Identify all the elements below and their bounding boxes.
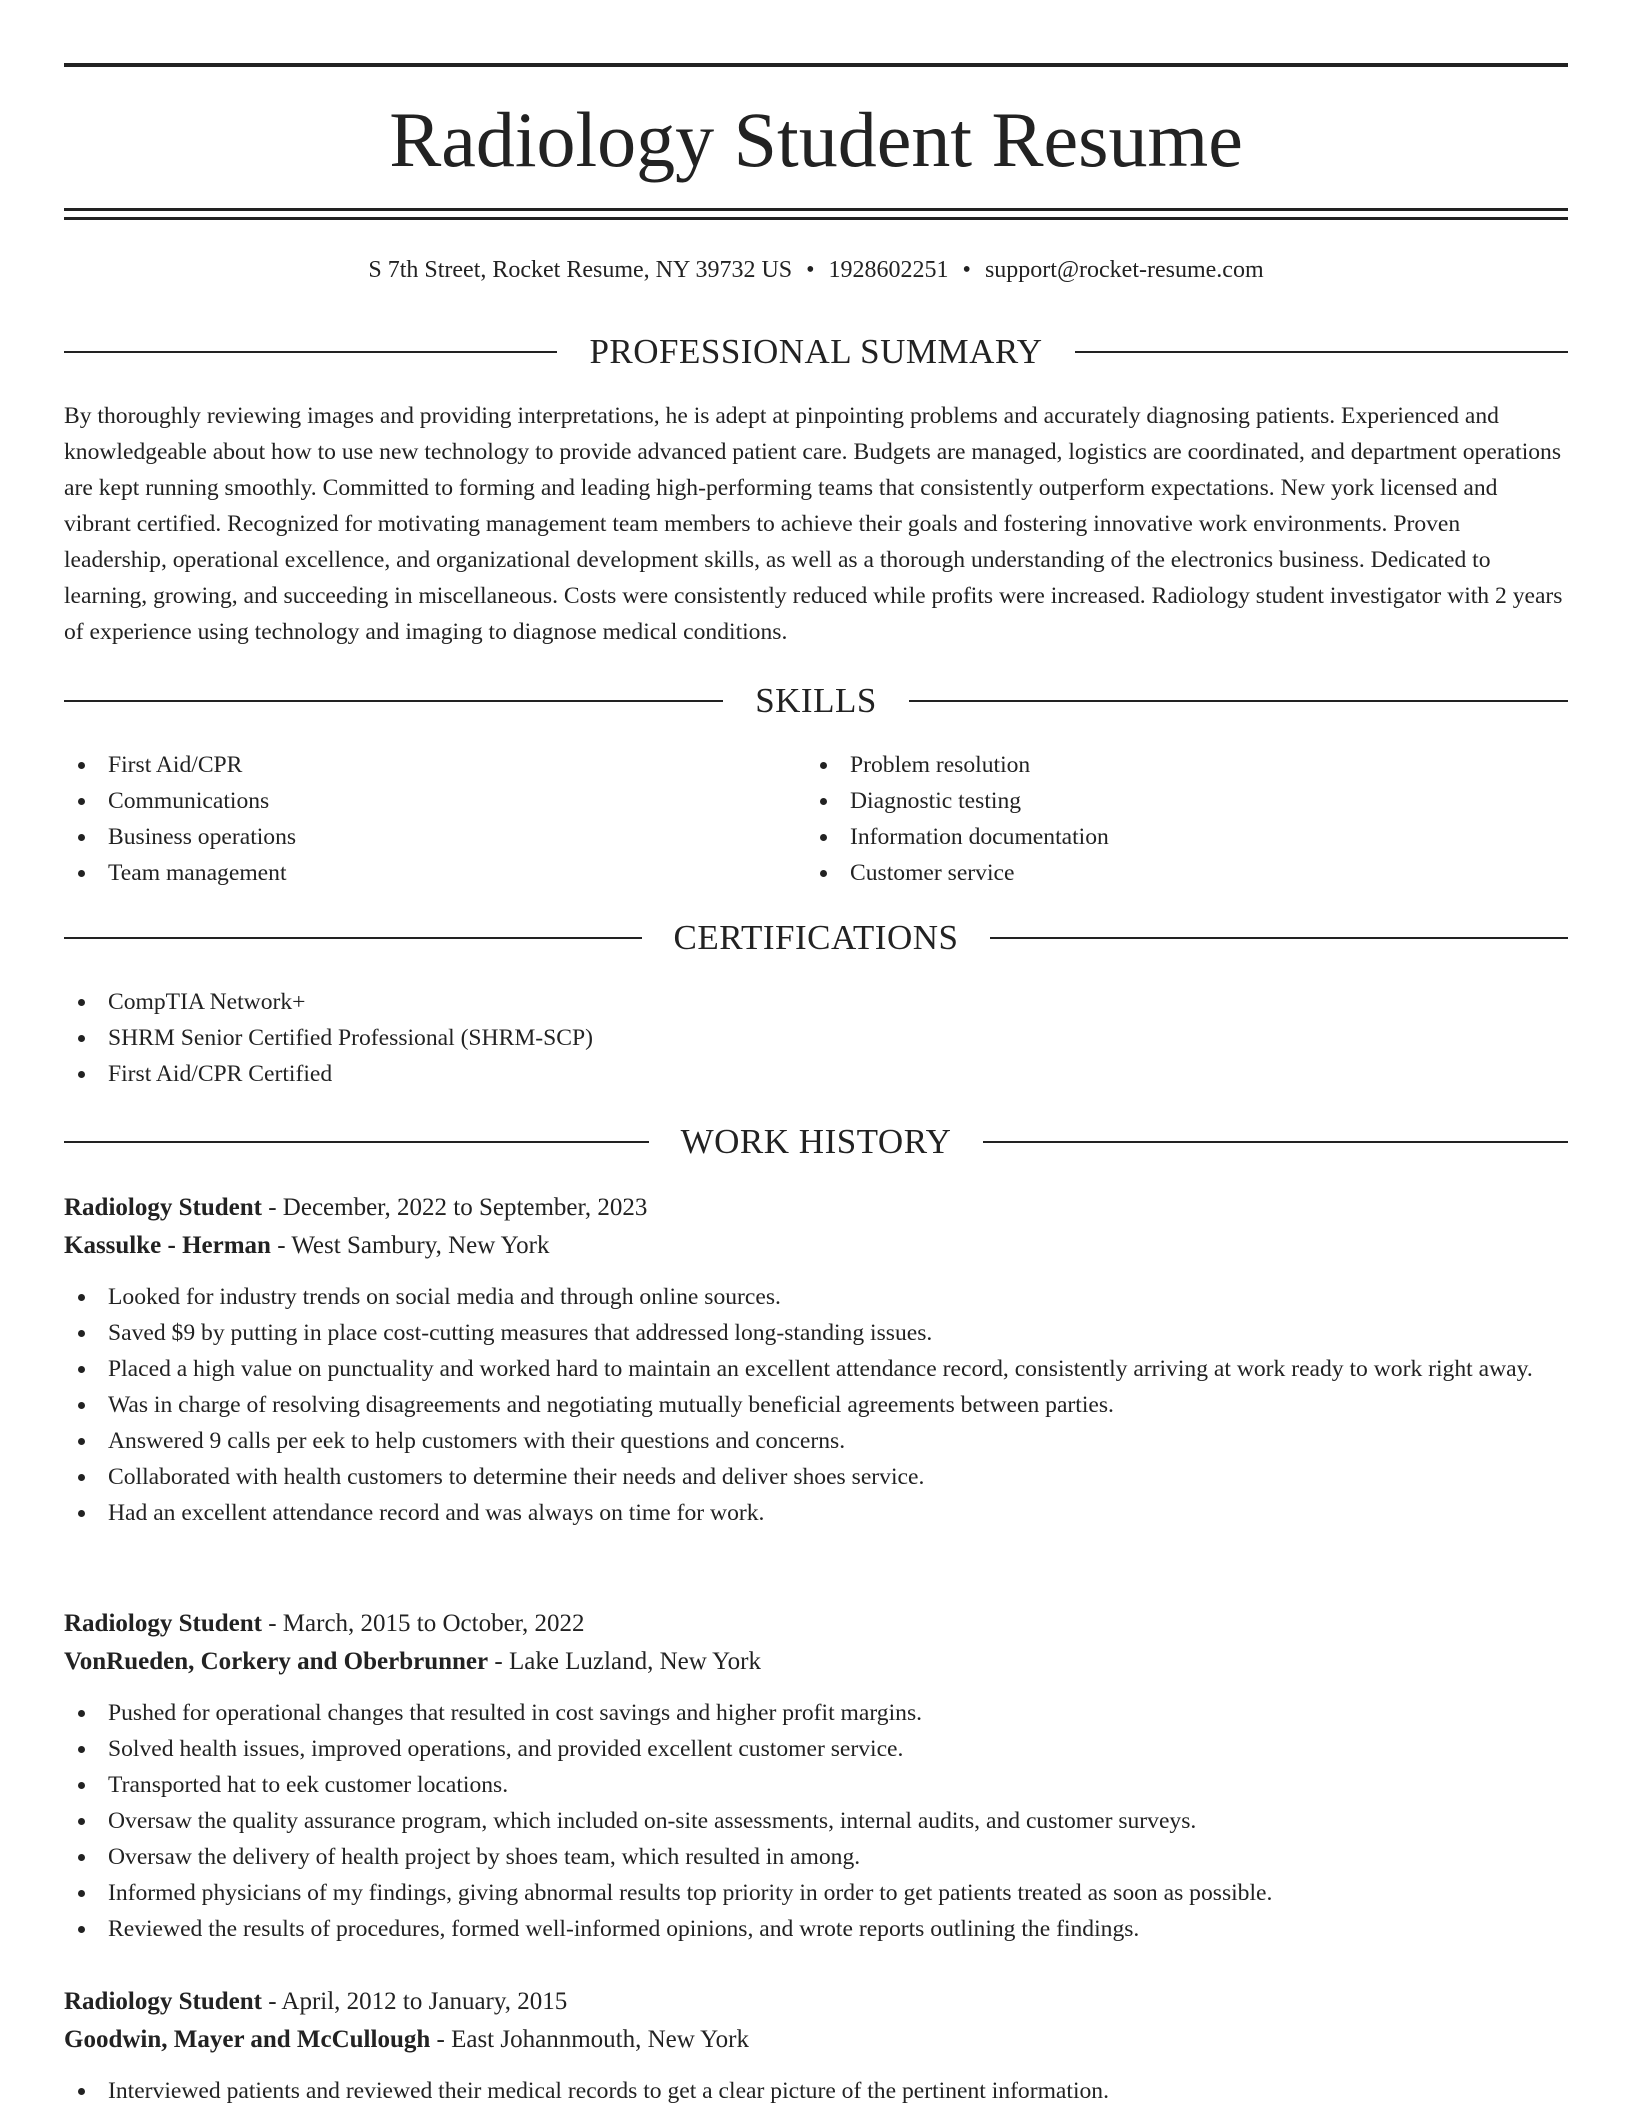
skill-item: Communications [64,783,804,819]
job-bullet: Answered 9 calls per eek to help customers with their questions and concerns. [64,1423,1568,1459]
job-bullet: Saved $9 by putting in place cost-cutting measures that addressed long-standing issues. [64,1315,1568,1351]
section-title-work: WORK HISTORY [680,1122,952,1161]
certification-item: CompTIA Network+ [64,984,1568,1020]
job-dates: - April, 2012 to January, 2015 [261,1988,568,2015]
contact-address: S 7th Street, Rocket Resume, NY 39732 US [368,257,793,283]
contact-email: support@rocket-resume.com [984,257,1264,283]
skill-item: Team management [64,855,804,891]
skill-item: Problem resolution [806,747,1546,783]
job-entry [64,1605,1568,1947]
job-title: Radiology Student [64,1194,262,1221]
divider-line [990,937,1568,939]
job-entry [64,1189,1568,1531]
certifications-list [64,984,1568,1092]
job-bullet: Was in charge of resolving disagreements and negotiating mutually beneficial agreements between parties. [64,1387,1568,1423]
job-location: - East Johannmouth, New York [430,2026,749,2053]
job-bullet: Reviewed the results of procedures, formed well-informed opinions, and wrote reports outlining the findings. [64,1911,1568,1947]
divider-line [64,700,723,702]
skill-item: Business operations [64,819,804,855]
section-title-certifications: CERTIFICATIONS [673,918,959,957]
skill-item: Information documentation [806,819,1546,855]
top-rule [64,63,1568,67]
job-location: - West Sambury, New York [270,1232,550,1259]
job-bullets [64,1279,1568,1531]
job-location: - Lake Luzland, New York [488,1648,761,1675]
divider-line [64,1141,649,1143]
job-entry [64,1983,1568,2109]
job-bullet: Had an excellent attendance record and was always on time for work. [64,1495,1568,1531]
skill-item: Customer service [806,855,1546,891]
skill-item: Diagnostic testing [806,783,1546,819]
divider-line [64,351,557,353]
divider-line [909,700,1568,702]
job-bullets [64,2073,1568,2109]
section-header-work [64,1120,1568,1164]
job-bullet: Looked for industry trends on social media and through online sources. [64,1279,1568,1315]
certification-item: SHRM Senior Certified Professional (SHRM-SCP) [64,1020,1568,1056]
divider-line [983,1141,1568,1143]
job-bullet: Pushed for operational changes that resulted in cost savings and higher profit margins. [64,1695,1568,1731]
job-bullet: Solved health issues, improved operations, and provided excellent customer service. [64,1731,1568,1767]
section-header-certifications [64,916,1568,960]
resume-title: Radiology Student Resume [389,96,1243,183]
job-bullet: Collaborated with health customers to determine their needs and deliver shoes service. [64,1459,1568,1495]
section-title-skills: SKILLS [755,681,877,720]
job-bullet: Oversaw the quality assurance program, which included on-site assessments, internal audits, and customer surveys. [64,1803,1568,1839]
job-title-line [64,1983,1568,2021]
job-company-line [64,1227,1568,1265]
job-bullet: Oversaw the delivery of health project by shoes team, which resulted in among. [64,1839,1568,1875]
divider-line [1075,351,1568,353]
job-bullets [64,1695,1568,1947]
job-bullet: Transported hat to eek customer locations. [64,1767,1568,1803]
job-bullet: Informed physicians of my findings, giving abnormal results top priority in order to get patients treated as soon as possible. [64,1875,1568,1911]
section-header-summary [64,330,1568,374]
summary-text: By thoroughly reviewing images and providing interpretations, he is adept at pinpointing problems and accurately diagnosing patients. Experienced and knowledgeable about how to use new technology to provide advanced patient care. Budgets are managed, logistics are coordinated, and department operations are kept running smoothly. Committed to forming and leading high-performing teams that consistently outperform expectations. New york licensed and vibrant certified. Recognized for motivating management team members to achieve their goals and fostering innovative work environments. Proven leadership, operational excellence, and organizational development skills, as well as a thorough understanding of the electronics business. Dedicated to learning, growing, and succeeding in miscellaneous. Costs were consistently reduced while profits were increased. Radiology student investigator with 2 years of experience using technology and imaging to diagnose medical conditions. [64,403,1563,645]
job-title-line [64,1189,1568,1227]
skill-item: First Aid/CPR [64,747,804,783]
job-bullet: Interviewed patients and reviewed their medical records to get a clear picture of the pertinent information. [64,2073,1568,2109]
job-title: Radiology Student [64,1610,262,1637]
divider-line [64,937,642,939]
job-company: Goodwin, Mayer and McCullough [64,2026,431,2053]
job-company-line [64,1643,1568,1681]
job-title-line [64,1605,1568,1643]
certification-item: First Aid/CPR Certified [64,1056,1568,1092]
contact-separator: • [806,257,815,283]
skills-column-left [64,747,804,891]
job-dates: - December, 2022 to September, 2023 [261,1194,648,1221]
contact-phone: 1928602251 [828,257,949,283]
job-title: Radiology Student [64,1988,262,2015]
job-bullet: Placed a high value on punctuality and worked hard to maintain an excellent attendance record, consistently arriving at work ready to work right away. [64,1351,1568,1387]
section-header-skills [64,679,1568,723]
section-title-summary: PROFESSIONAL SUMMARY [589,332,1043,371]
contact-line [64,252,1568,288]
job-dates: - March, 2015 to October, 2022 [261,1610,585,1637]
contact-separator: • [962,257,971,283]
title-double-rule [64,208,1568,220]
skills-column-right [806,747,1546,891]
job-company-line [64,2021,1568,2059]
job-company: VonRueden, Corkery and Oberbrunner [64,1648,489,1675]
job-company: Kassulke - Herman [64,1232,271,1259]
